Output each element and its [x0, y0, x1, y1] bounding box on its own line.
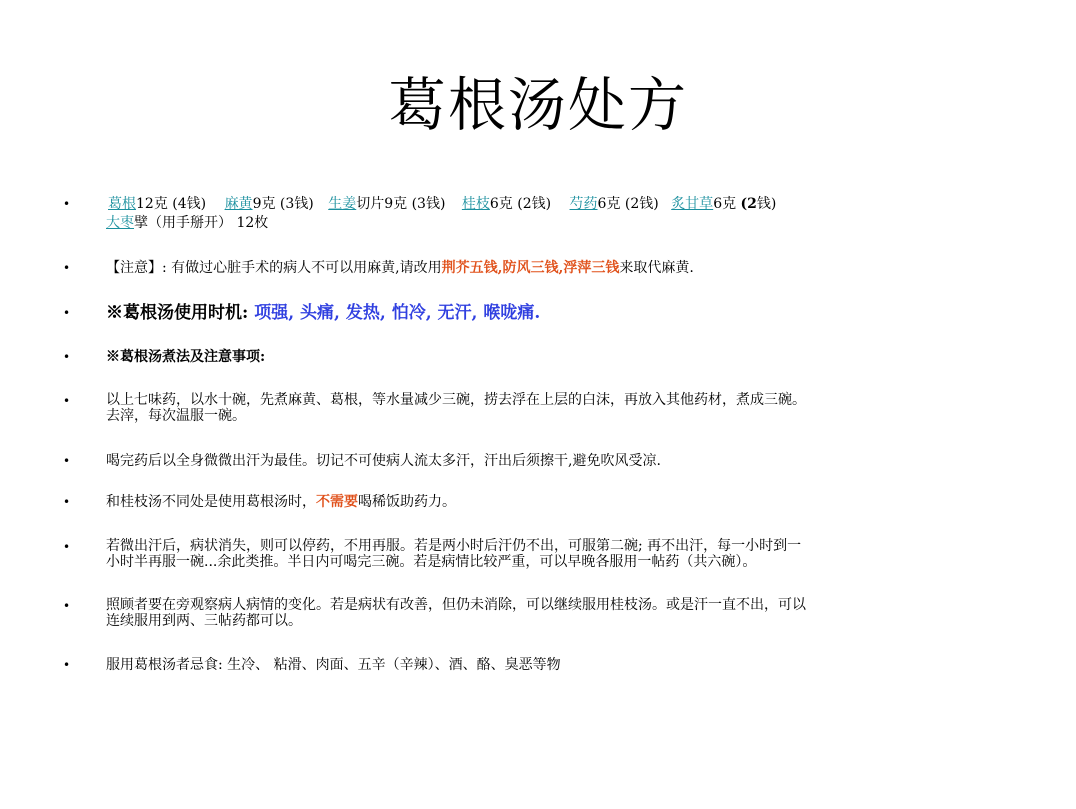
care-text	[106, 597, 1016, 629]
text-line: 若微出汗后，病状消失，则可以停药，不用再服。若是两小时后汗仍不出，可服第二碗; 再不出汗，每一小时到一	[106, 538, 802, 554]
herb-link-dazao[interactable]: 大枣	[106, 215, 134, 231]
text-line: 连续服用到两、三帖药都可以。	[106, 613, 302, 629]
difference-emphasis: 不需要	[316, 494, 358, 510]
herb-dose: 12克 (4钱)	[136, 196, 207, 212]
herb-dose: 9克 (3钱)	[252, 196, 314, 212]
timing-symptoms: 项强, 头痛, 发热, 怕冷, 无汗, 喉咙痛.	[254, 303, 541, 323]
bullet: •	[63, 197, 71, 211]
bullet: •	[63, 599, 71, 613]
herb-dose: 6克	[713, 196, 741, 212]
bullet: •	[63, 306, 71, 320]
herb-link-gegen[interactable]: 葛根	[108, 196, 136, 212]
difference-suffix: 喝稀饭助药力。	[358, 494, 456, 510]
method-text	[106, 392, 1016, 424]
avoid-text: 服用葛根汤者忌食: 生冷、 粘滑、肉面、五辛（辛辣）、酒、酪、臭恶等物	[106, 657, 561, 673]
difference-text	[106, 493, 1016, 512]
page-title: 葛根汤处方	[387, 71, 688, 139]
text-line: 去滓，每次温服一碗。	[106, 408, 246, 424]
herb-link-guizhi[interactable]: 桂枝	[461, 196, 490, 212]
bullet: •	[63, 350, 71, 364]
separator: ,	[497, 260, 503, 276]
herb-substitute: 浮萍三钱	[563, 260, 620, 276]
bullet: •	[63, 658, 71, 672]
herb-dose: 钱)	[756, 196, 777, 212]
timing-label: ※葛根汤使用时机:	[106, 303, 255, 323]
dosing-text	[106, 538, 1016, 570]
method-heading: ※葛根汤煮法及注意事项:	[106, 349, 266, 365]
herb-substitute: 防风三钱	[502, 260, 559, 276]
herb-substitute: 荆芥五钱	[441, 260, 498, 276]
herb-link-shaoyao[interactable]: 芍药	[569, 196, 598, 212]
difference-prefix: 和桂枝汤不同处是使用葛根汤时，	[106, 494, 316, 510]
text-line: 照顾者要在旁观察病人病情的变化。若是病状有改善，但仍未消除，可以继续服用桂枝汤。或是汗一直不出，可以	[106, 597, 806, 613]
text-line: 小时半再服一碗...余此类推。半日内可喝完三碗。若是病情比较严重，可以早晚各服用一帖药（共六碗）。	[106, 554, 757, 570]
herb-link-mahuang[interactable]: 麻黄	[224, 196, 253, 212]
herb-dose: 擘（用手掰开） 12枚	[134, 215, 269, 231]
bullet: •	[63, 394, 71, 408]
sweat-text: 喝完药后以全身微微出汗为最佳。切记不可使病人流太多汗，汗出后须擦干,避免吹风受凉.	[106, 453, 661, 469]
herb-list	[106, 195, 1016, 233]
herb-dose: 6克 (2钱)	[489, 196, 552, 212]
note-text	[106, 259, 1016, 278]
bullet: •	[63, 540, 71, 554]
herb-link-shengjiang[interactable]: 生姜	[328, 196, 357, 212]
separator: ,	[558, 260, 564, 276]
bullet: •	[63, 454, 71, 468]
herb-link-zhigancao[interactable]: 炙甘草	[671, 196, 714, 212]
note-suffix: 来取代麻黄.	[619, 260, 694, 276]
herb-dose: 6克 (2钱)	[597, 196, 659, 212]
text-line: 以上七味药，以水十碗，先煮麻黄、葛根，等水量减少三碗，捞去浮在上层的白沫，再放入其他药材，煮成三碗。	[106, 392, 806, 408]
bullet: •	[63, 495, 71, 509]
herb-dose-bold: (2	[740, 196, 757, 212]
bullet: •	[63, 261, 71, 275]
timing-text	[106, 302, 1016, 324]
note-prefix: 【注意】: 有做过心脏手术的病人不可以用麻黄,请改用	[106, 260, 442, 276]
herb-dose: 切片9克 (3钱)	[356, 196, 446, 212]
